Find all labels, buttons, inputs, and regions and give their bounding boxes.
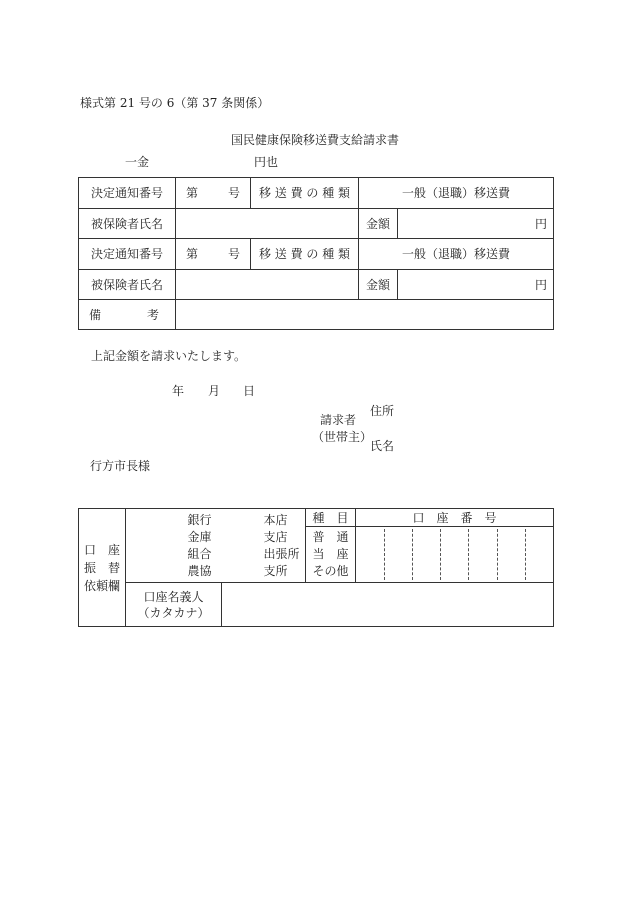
insured-name-label: 被保険者氏名 [79,209,176,239]
account-type-options[interactable] [306,527,356,583]
account-transfer-label: 口 座 振 替 依頼欄 [79,509,126,627]
amount-label-2: 金額 [359,270,398,300]
insured-name-label-2: 被保険者氏名 [79,270,176,300]
transport-type-label-2: 移 送 費 の 種 類 [251,239,359,270]
claimant-label: 請求者 [320,413,357,427]
branch-field[interactable]: 本店 支店 出張所 支所 [222,509,306,583]
remarks-label: 備 考 [79,300,176,330]
account-number-header: 口 座 番 号 [356,509,554,527]
insured-name-field[interactable] [176,209,359,239]
form-title: 国民健康保険移送費支給請求書 [231,133,400,147]
decision-number-field[interactable] [176,178,251,209]
account-holder-field[interactable] [222,583,554,627]
go-label: 号 [227,186,240,200]
yen-label: 円 [535,277,548,292]
account-number-field[interactable] [356,527,554,583]
dai-label: 第 [186,186,199,200]
amount-label: 金額 [359,209,398,239]
account-type-header: 種 目 [306,509,356,527]
account-holder-label: 口座名義人 （カタカナ） [126,583,222,627]
financial-institution-field[interactable]: 銀行 金庫 組合 農協 [126,509,222,583]
amount-field[interactable] [398,209,554,239]
transport-type-value: 一般（退職）移送費 [359,178,554,209]
addressee: 行方市長様 [90,459,151,473]
bank-transfer-table [78,508,554,627]
date-day: 日 [243,384,256,398]
date-year: 年 [172,384,185,398]
name-label: 氏名 [370,439,395,453]
request-text: 上記金額を請求いたします。 [91,349,247,363]
yen-label: 円 [535,216,548,231]
go-label: 号 [227,247,240,261]
address-label: 住所 [370,404,395,418]
insured-name-field-2[interactable] [176,270,359,300]
decision-number-field-2[interactable] [176,239,251,270]
claim-table [78,177,554,330]
transport-type-label: 移 送 費 の 種 類 [251,178,359,209]
amount-suffix: 円也 [254,155,279,169]
amount-prefix: 一金 [125,155,150,169]
form-reference: 様式第 21 号の 6（第 37 条関係） [80,96,270,110]
type-other[interactable]: その他 [312,564,349,578]
decision-number-label: 決定通知番号 [79,178,176,209]
decision-number-label-2: 決定通知番号 [79,239,176,270]
remarks-field[interactable] [176,300,554,330]
amount-field-2[interactable] [398,270,554,300]
date-month: 月 [208,384,221,398]
dai-label: 第 [186,247,199,261]
type-ordinary[interactable]: 普 通 [312,530,349,544]
transport-type-value-2: 一般（退職）移送費 [359,239,554,270]
type-current[interactable]: 当 座 [312,547,349,561]
household-label: （世帯主） [312,430,373,444]
